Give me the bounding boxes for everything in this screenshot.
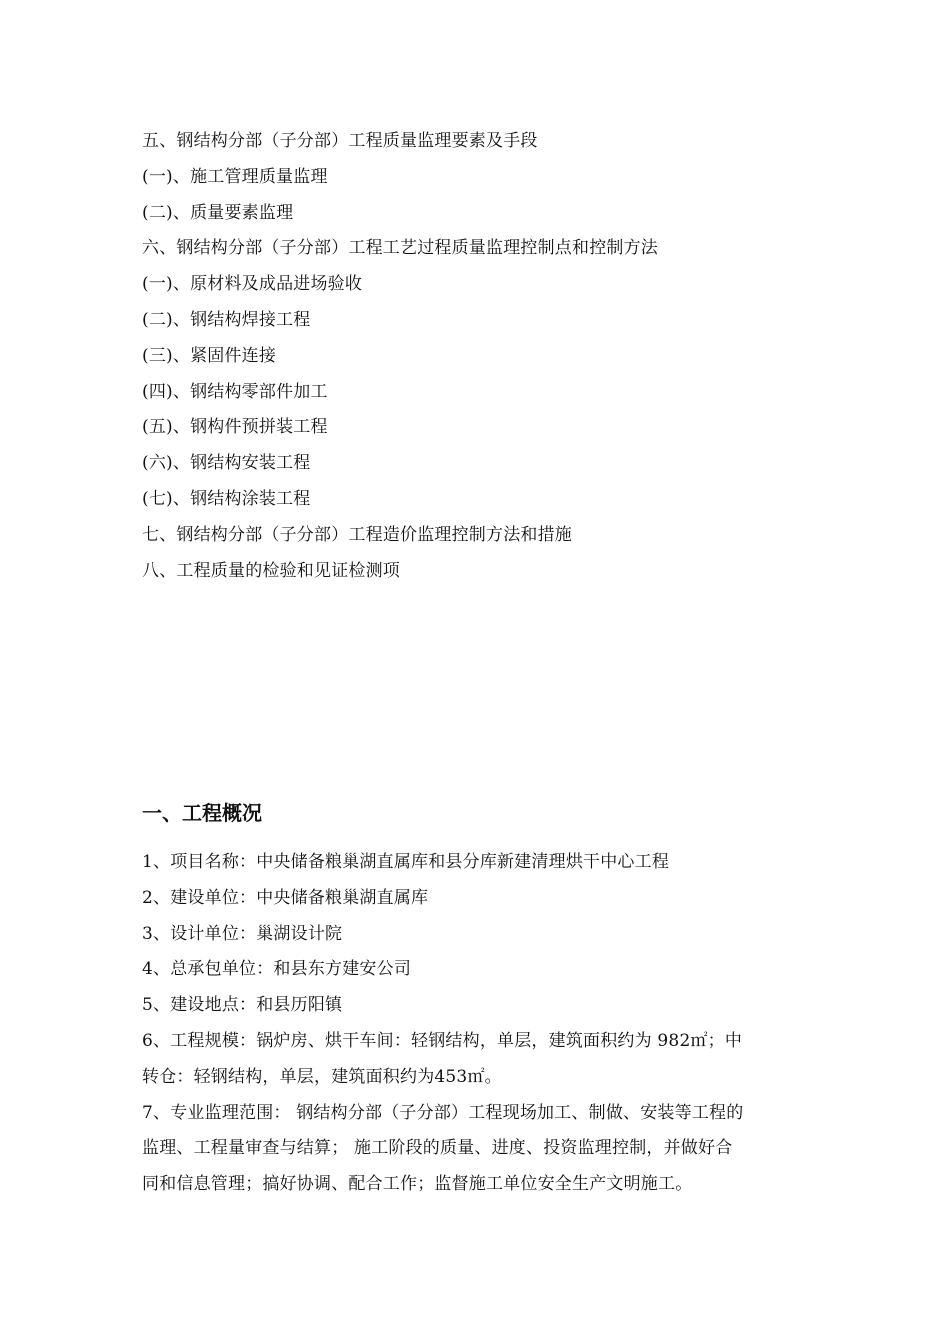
section-heading: 一、工程概况 bbox=[142, 801, 262, 825]
overview-line: 2、建设单位：中央储备粮巢湖直属库 bbox=[142, 887, 429, 908]
overview-line: 监理、工程量审查与结算； 施工阶段的质量、进度、投资监理控制，并做好合 bbox=[142, 1138, 733, 1159]
toc-item: (二)、质量要素监理 bbox=[142, 202, 294, 223]
toc-item: (一)、施工管理质量监理 bbox=[142, 166, 328, 187]
project-overview bbox=[142, 845, 812, 1203]
overview-line: 同和信息管理；搞好协调、配合工作；监督施工单位安全生产文明施工。 bbox=[142, 1174, 693, 1195]
toc-item: (三)、紧固件连接 bbox=[142, 345, 277, 366]
table-of-contents bbox=[142, 124, 822, 589]
toc-item: 八、工程质量的检验和见证检测项 bbox=[142, 560, 400, 581]
toc-item: 五、钢结构分部（子分部）工程质量监理要素及手段 bbox=[142, 131, 538, 151]
toc-item: (五)、钢构件预拼装工程 bbox=[142, 417, 328, 438]
toc-item: 七、钢结构分部（子分部）工程造价监理控制方法和措施 bbox=[142, 524, 572, 545]
overview-line: 4、总承包单位：和县东方建安公司 bbox=[142, 959, 412, 980]
toc-item: (六)、钢结构安装工程 bbox=[142, 453, 311, 474]
overview-line: 3、设计单位：巢湖设计院 bbox=[142, 923, 343, 944]
overview-line: 6、工程规模：锅炉房、烘干车间：轻钢结构，单层，建筑面积约为 982㎡；中 bbox=[142, 1030, 743, 1051]
overview-line: 转仓：轻钢结构，单层，建筑面积约为453㎡。 bbox=[142, 1066, 502, 1087]
toc-item: (二)、钢结构焊接工程 bbox=[142, 309, 311, 330]
toc-item: (一)、原材料及成品进场验收 bbox=[142, 274, 363, 295]
overview-line: 1、项目名称：中央储备粮巢湖直属库和县分库新建清理烘干中心工程 bbox=[142, 852, 670, 872]
overview-line: 5、建设地点：和县历阳镇 bbox=[142, 995, 343, 1016]
toc-item: (四)、钢结构零部件加工 bbox=[142, 381, 328, 402]
toc-item: 六、钢结构分部（子分部）工程工艺过程质量监理控制点和控制方法 bbox=[142, 238, 658, 259]
overview-line: 7、专业监理范围： 钢结构分部（子分部）工程现场加工、制做、安装等工程的 bbox=[142, 1102, 744, 1123]
toc-item: (七)、钢结构涂装工程 bbox=[142, 488, 311, 509]
